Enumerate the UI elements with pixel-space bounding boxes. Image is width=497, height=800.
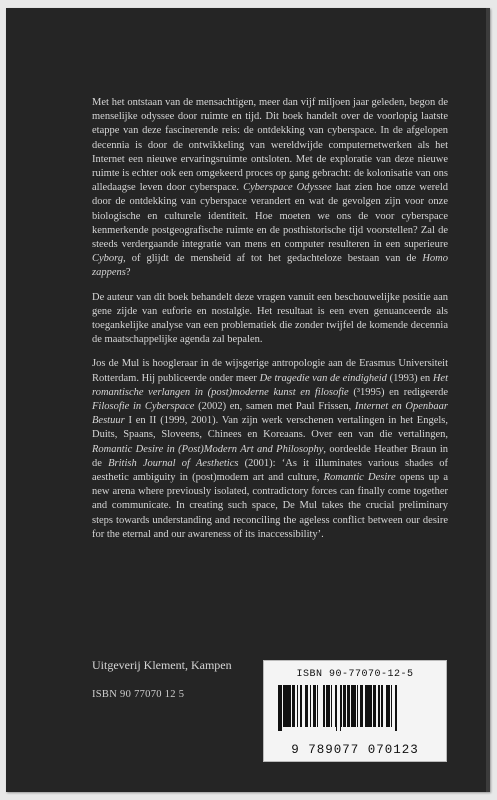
barcode-bar (381, 685, 382, 727)
barcode-bar (373, 685, 375, 727)
barcode-bar (280, 685, 281, 731)
barcode-bar (361, 685, 362, 727)
barcode-bar (317, 685, 318, 727)
barcode-bar (287, 685, 288, 727)
barcode-bar (357, 685, 358, 727)
barcode-bar (368, 685, 370, 727)
barcode-bar (292, 685, 293, 727)
barcode-number: 9 789077 070123 (291, 743, 419, 757)
barcode-bar (343, 685, 345, 727)
barcode-bar (306, 685, 307, 727)
barcode-bar (353, 685, 355, 727)
barcode-bar (281, 685, 282, 731)
barcode-bar (340, 685, 341, 731)
barcode-bar (395, 685, 396, 731)
barcode-bar (362, 685, 363, 727)
barcode-label (263, 660, 447, 762)
author-bio-paragraph: Jos de Mul is hoogleraar in de wijsgerige antropologie aan de Erasmus Universiteit Rotterdam. Hij publiceerde onder meer De tragedie van de eindigheid (1993) en Het romantische verlangen in (post)moderne kunst en filosofie (³1995) en redigeerde Filosofie in Cyberspace (2002) en, samen met Paul Frissen, Internet en Openbaar Bestuur I en II (1999, 2001). Van zijn werk verschenen vertalingen in het Engels, Duits, Spaans, Sloveens, Chinees en Koreaans. Over een van die vertalingen, Romantic Desire in (Post)Modern Art and Philosophy, oordeelde Heather Braun in de British Journal of Aesthetics (2001): ‘As it illuminates various shades of aesthetic ambiguity in (post)modern art and culture, Romantic Desire opens up a new arena where previously isolated, contradictory forces can finally come together and communicate. In creating such space, De Mul takes the crucial preliminary steps towards understanding and reconciling the ageless conflict between our desire for the eternal and our awareness of its inaccessibility’. (92, 358, 449, 540)
barcode-bar (328, 685, 330, 727)
barcode-bar (278, 685, 280, 731)
barcode-bar (335, 685, 336, 727)
barcode-bar (326, 685, 327, 727)
barcode-bar (315, 685, 316, 727)
barcode-bar (285, 685, 286, 727)
barcode-bar (370, 685, 371, 727)
barcode-bar (300, 685, 301, 727)
barcode-bar (307, 685, 308, 727)
barcode-bar (386, 685, 387, 727)
barcode-bar (396, 685, 397, 731)
barcode-bar (355, 685, 356, 727)
barcode-bar (283, 685, 285, 727)
back-cover-blurb (92, 96, 448, 552)
barcode-bar (347, 685, 348, 727)
barcode-bars (274, 685, 436, 731)
barcode-isbn-text: ISBN 90-77070-12-5 (296, 669, 414, 680)
barcode-bar (382, 685, 383, 727)
barcode-bar (348, 685, 350, 727)
blurb-paragraph-1: Met het ontstaan van de mensachtigen, meer dan vijf miljoen jaar geleden, begon de menselijke odyssee door ruimte en tijd. Dit boek handelt over de voorlopig laatste etappe van deze fascinerende reis: de ontdekking van cyberspace. In de afgelopen decennia is door de ontwikkeling van wereldwijde computernetwerken als het Internet een nieuwe ervaringsruimte ontsloten. Met de exploratie van deze nieuwe ruimte is echter ook een omgekeerd proces op gang gebracht: de kolonisatie van ons alledaagse leven door cyberspace. Cyberspace Odyssee laat zien hoe onze wereld door de ontdekking van cyberspace verandert en wat de gevolgen zijn voor onze biologische en culturele identiteit. Hoe moeten we ons de voor cyberspace kenmerkende postgeografische ruimte en de posthistorische tijd voorstellen? Zal de steeds verdergaande integratie van mens en computer resulteren in een superieure Cyborg, of glijdt de mensheid af tot het gedachteloze bestaan van de Homo zappens? (92, 97, 448, 279)
barcode-bar (367, 685, 368, 727)
barcode-bar (366, 685, 367, 727)
barcode-bar (360, 685, 361, 727)
publisher-name: Uitgeverij Klement, Kampen (92, 658, 232, 672)
barcode-bar (301, 685, 302, 727)
barcode-bar (371, 685, 372, 727)
barcode-bar (305, 685, 306, 727)
barcode-bar (387, 685, 388, 727)
barcode-bar (288, 685, 290, 727)
barcode-bar (290, 685, 291, 727)
barcode-bar (293, 685, 295, 727)
barcode-bar (378, 685, 380, 727)
barcode-bar (345, 685, 346, 727)
barcode-bar (341, 685, 342, 727)
barcode-bar (336, 685, 337, 731)
barcode-bar (327, 685, 328, 727)
barcode-bar (352, 685, 353, 727)
back-cover (6, 8, 490, 792)
barcode-bar (286, 685, 287, 727)
barcode-bar (351, 685, 352, 727)
barcode-bar (297, 685, 298, 727)
isbn-line: ISBN 90 77070 12 5 (92, 689, 185, 700)
blurb-paragraph-2: De auteur van dit boek behandelt deze vragen vanuit een beschouwelijke positie aan gene zijde van euforie en nostalgie. Het resultaat is een even genuanceerde als toegankelijke analyse van een problematiek die zonder twijfel de komende decennia de maatschappelijke agenda zal bepalen. (92, 291, 448, 346)
barcode-bar (388, 685, 390, 727)
barcode-bar (375, 685, 376, 727)
barcode-bar (331, 685, 332, 727)
barcode-bar (365, 685, 366, 727)
barcode-bar (313, 685, 315, 727)
barcode-bar (323, 685, 325, 727)
barcode-bar (310, 685, 311, 727)
barcode-bar (391, 685, 392, 727)
